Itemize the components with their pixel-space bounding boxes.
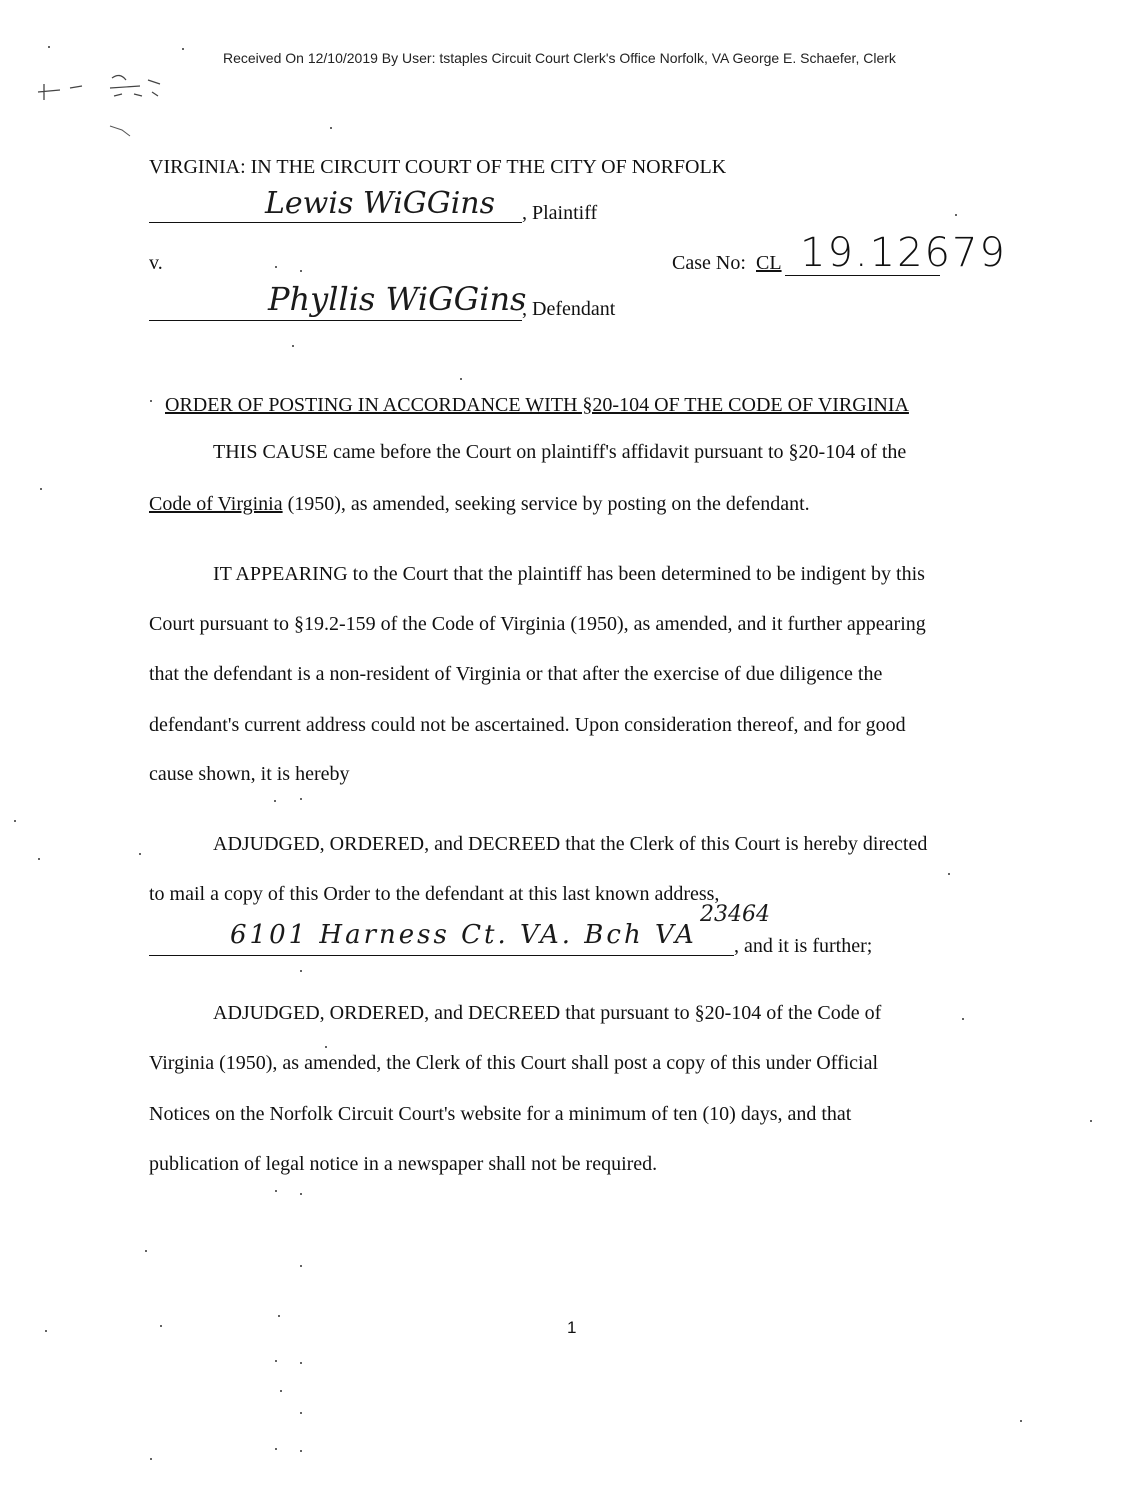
scan-speck bbox=[274, 800, 276, 802]
scan-speck bbox=[38, 858, 40, 860]
scan-speck bbox=[275, 1360, 277, 1362]
scan-speck bbox=[40, 488, 42, 490]
scan-speck bbox=[14, 820, 16, 822]
paragraph-1-line-2 bbox=[149, 493, 810, 516]
versus-label: v. bbox=[149, 252, 163, 274]
paragraph-3-line-1: ADJUDGED, ORDERED, and DECREED that the Clerk of this Court is hereby directed bbox=[213, 833, 928, 855]
address-line bbox=[149, 955, 734, 956]
paragraph-2-line-4: defendant's current address could not be ascertained. Upon consideration thereof, and for good bbox=[149, 714, 906, 736]
paragraph-1-line-2-rest: (1950), as amended, seeking service by posting on the defendant. bbox=[282, 493, 810, 515]
page-number: 1 bbox=[567, 1318, 577, 1337]
scan-speck bbox=[460, 378, 462, 380]
scan-speck bbox=[300, 1412, 302, 1414]
scan-speck bbox=[182, 48, 184, 50]
scan-speck bbox=[300, 1265, 302, 1267]
scan-speck bbox=[150, 400, 152, 402]
scan-speck bbox=[275, 1448, 277, 1450]
scan-speck bbox=[1020, 1420, 1022, 1422]
case-number-label: Case No: bbox=[672, 252, 746, 274]
paragraph-3-line-2: to mail a copy of this Order to the defendant at this last known address, bbox=[149, 883, 720, 905]
address-handwritten: 6101 Harness Ct. VA. Bch VA bbox=[230, 920, 697, 950]
scan-speck bbox=[1090, 1120, 1092, 1122]
scan-speck bbox=[280, 1390, 282, 1392]
scan-speck bbox=[955, 214, 957, 216]
plaintiff-name-handwritten: Lewis WiGGins bbox=[265, 186, 496, 221]
scan-speck bbox=[48, 46, 50, 48]
scan-speck bbox=[139, 853, 141, 855]
order-title: ORDER OF POSTING IN ACCORDANCE WITH §20-104 OF THE CODE OF VIRGINIA bbox=[165, 394, 909, 416]
scan-speck bbox=[275, 1190, 277, 1192]
scan-speck bbox=[300, 798, 302, 800]
scan-speck bbox=[300, 970, 302, 972]
scan-speck bbox=[962, 1018, 964, 1020]
scan-speck bbox=[160, 1325, 162, 1327]
paragraph-2-line-2: Court pursuant to §19.2-159 of the Code of Virginia (1950), as amended, and it further appearing bbox=[149, 613, 926, 635]
scan-speck bbox=[300, 1362, 302, 1364]
code-of-virginia-citation: Code of Virginia bbox=[149, 493, 283, 515]
paragraph-1-line-1: THIS CAUSE came before the Court on plaintiff's affidavit pursuant to §20-104 of the bbox=[213, 441, 907, 463]
scan-speck bbox=[300, 270, 302, 272]
scan-speck bbox=[300, 1450, 302, 1452]
scan-speck bbox=[292, 345, 294, 347]
paragraph-3-line-3-rest: , and it is further; bbox=[734, 935, 873, 957]
plaintiff-label: , Plaintiff bbox=[522, 202, 598, 224]
scan-speck bbox=[45, 1330, 47, 1332]
zip-code-handwritten: 23464 bbox=[700, 902, 770, 927]
paragraph-4-line-3: Notices on the Norfolk Circuit Court's website for a minimum of ten (10) days, and that bbox=[149, 1103, 852, 1125]
paragraph-4-line-1: ADJUDGED, ORDERED, and DECREED that pursuant to §20-104 of the Code of bbox=[213, 1002, 882, 1024]
scan-speck bbox=[948, 873, 950, 875]
court-heading: VIRGINIA: IN THE CIRCUIT COURT OF THE CITY OF NORFOLK bbox=[149, 156, 727, 178]
paragraph-2-line-3: that the defendant is a non-resident of Virginia or that after the exercise of due diligence the bbox=[149, 663, 883, 685]
scan-speck bbox=[150, 1458, 152, 1460]
paragraph-2-line-5: cause shown, it is hereby bbox=[149, 763, 350, 785]
margin-scribble-mark bbox=[30, 70, 190, 140]
plaintiff-signature-line bbox=[149, 222, 522, 223]
defendant-label: , Defendant bbox=[522, 298, 616, 320]
paragraph-4-line-2: Virginia (1950), as amended, the Clerk of this Court shall post a copy of this under Official bbox=[149, 1052, 879, 1074]
scan-speck bbox=[330, 127, 332, 129]
case-number-handwritten: 19.12679 bbox=[800, 230, 1007, 276]
scan-speck bbox=[300, 1193, 302, 1195]
paragraph-4-line-4: publication of legal notice in a newspaper shall not be required. bbox=[149, 1153, 658, 1175]
scan-speck bbox=[325, 1046, 327, 1048]
paragraph-2-line-1: IT APPEARING to the Court that the plaintiff has been determined to be indigent by this bbox=[213, 563, 925, 585]
case-number-prefix: CL bbox=[756, 252, 782, 274]
defendant-name-handwritten: Phyllis WiGGins bbox=[268, 280, 527, 318]
defendant-signature-line bbox=[149, 320, 522, 321]
scan-speck bbox=[275, 266, 277, 268]
clerk-received-stamp: Received On 12/10/2019 By User: tstaples Circuit Court Clerk's Office Norfolk, VA George E. Schaefer, Clerk bbox=[223, 50, 896, 66]
scan-speck bbox=[145, 1250, 147, 1252]
scan-speck bbox=[278, 1315, 280, 1317]
